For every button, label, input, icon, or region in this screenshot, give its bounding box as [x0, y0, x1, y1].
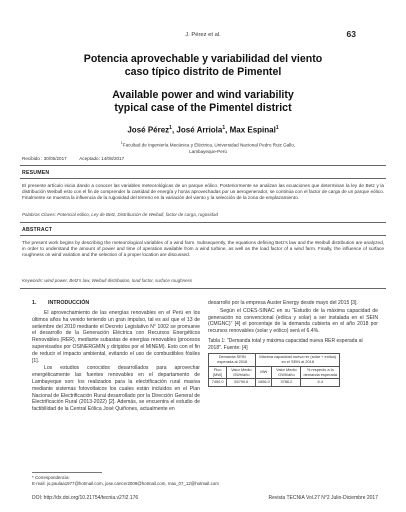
table-cell: 55790.6: [227, 379, 256, 387]
table-col-valor-medio-1: Valor Medio GWh/año: [227, 366, 256, 379]
author-sep-2: ,: [225, 125, 230, 135]
table-cell: 6.4: [301, 379, 340, 387]
author-list: [0, 125, 406, 135]
table-col-valor-medio-2: Valor Medio GWh/año: [272, 366, 301, 379]
intro-paragraph-3: desarrollo por la empresa Auster Energy desde mayo del 2015 [3].: [208, 300, 358, 306]
table-col-pico: Pico [MW]: [209, 366, 227, 379]
table-header-capacidad: Máxima capacidad nueva rer (solar + eólica) en el SEIN al 2018: [256, 354, 340, 367]
table-cell: 1656.0: [256, 379, 272, 387]
divider-abstract: [20, 235, 386, 236]
title-en-line-2: typical case of the Pimentel district: [114, 101, 292, 114]
author-1: José Pérez: [127, 125, 170, 135]
received-accepted-dates: Recibido : 30/05/2017 Aceptado: 14/08/2017: [22, 156, 125, 161]
resumen-keywords: Palabras Claves: Potencial eólico, Ley de Betz, Distribución de Weibull, factor de carga, rugosidad: [22, 212, 219, 217]
page-number: 63: [346, 29, 356, 39]
intro-heading: [32, 300, 200, 306]
title-es-line-2: caso típico distrito de Pimentel: [124, 65, 282, 78]
journal-issue: Revista TECNIA Vol.27 N°2 Julio-Diciembre 2017: [268, 495, 378, 501]
affiliation-line-2: Lambayeque-Perú: [189, 148, 227, 154]
running-author: J. Pérez et al.: [185, 32, 221, 38]
column-left: [32, 300, 200, 414]
author-3-affil: 1: [275, 125, 279, 131]
footnote-correspondence: [32, 475, 70, 481]
intro-paragraph-2: Los estudios conocidos desarrollados para aprovechar energéticamente las fuentes renovables en el departamento de Lambayeque son: los realizados para la electrificación rural masiva mediante sistemas fotovoltaicos los cuales están incluidos en el Plan Nacional de Electrificación Rural desarrollado por la Dirección General de Electrificación Rural (2013-2022) [2]. Además, se encuentra el estudio de factibilidad de la Central Eólica José Quiñones, actualmente en: [32, 365, 200, 413]
footnote-star: *: [32, 475, 34, 480]
intro-section-number: 1.: [32, 300, 37, 306]
title-spanish: [40, 53, 366, 78]
author-1-affil: 1: [169, 125, 172, 131]
abstract-heading: ABSTRACT: [22, 227, 53, 233]
intro-section-title: INTRODUCCIÓN: [48, 300, 90, 306]
author-2-affil: 1: [222, 125, 226, 131]
divider-resumen: [20, 178, 386, 179]
author-2: José Arriola: [176, 125, 223, 135]
title-es-line-1: Potencia aprovechable y variabilidad del viento: [83, 53, 323, 65]
divider-bottom-abstract: [20, 288, 386, 289]
affiliation: [110, 140, 306, 155]
table-cell: 7450.0: [209, 379, 227, 387]
abstract-body: The present work begins by describing the meteorological variables of a wind farm. Subsequently, the equations defining Betz's law and the Weibull distribution are analyzed, in order to understand the amount of power and time of operation available from a wind turbine, as well as the load factor of a wind farm. Finally, the influence of surface roughness on wind variation and the selection of a proper location are discussed.: [22, 240, 384, 258]
author-3: Max Espinal: [229, 125, 276, 135]
table-1: [208, 353, 340, 387]
affiliation-line-1: Facultad de Ingeniería Mecánica y Eléctrica, Universidad Nacional Pedro Ruiz Gallo,: [122, 142, 296, 148]
title-english: [40, 89, 366, 114]
resumen-heading: RESUMEN: [22, 170, 50, 176]
author-sep-1: ,: [171, 125, 177, 135]
intro-paragraph-4: Según el COES-SINAC en su "Estudio de la máxima capacidad de generación no convencional (eólica y solar) a ser instalada en el SEIN (CMGNC)" [4] el porcentaje de la demanda cubierta en el año 2018 por recursos renovables (solar y eólico) será el 6.4%.: [208, 307, 378, 335]
title-en-line-1: Available power and wind variability: [112, 89, 294, 101]
resumen-body: El presente artículo inicia dando a conocer las variables meteorológicas de un parque eólico. Posteriormente se analizan las ecuaciones que determinan la ley de Betz y la distribución Weibull esto con el fin de comprender la cantidad de energía y horas aprovechadas por un aerogenerador, se continúa con el factor de carga de un parque eólico. Finalmente se muestra la influencia de la rugosidad del terreno en la variación del viento y la selección de la zona de emplazamiento.: [22, 183, 384, 201]
table-col-mw: MW: [256, 366, 272, 379]
footnote-corresp-label: Correspondencia:: [34, 475, 70, 480]
column-right: [208, 300, 378, 387]
intro-paragraph-1: El aprovechamiento de las energías renovables en el Perú en los últimos años ha venido teniendo un gran impulso, tal es así que el 13 de setiembre del 2010 mediante el Decreto Legislativo N° 1002 se promueve el desarrollo de la Generación Eléctrica con Recursos Energéticos Renovables (RER), mediante subastas de energías renovables (procesos supervisados por OSINERGMIN y dirigidos por el MINEM). Esto con el fin de reducir el impacto ambiental, evitando el uso de combustibles fósiles [1].: [32, 310, 200, 364]
footnote-rule: [32, 472, 102, 473]
table-col-porcentaje: % respecto a la demanda esperada: [301, 366, 340, 379]
affiliation-marker: 1: [120, 141, 123, 145]
footnote-email: E-mail: jo.paulaa1977@hotmail.com, jose.cancer2008@hotmail.com, max_07_12@hotmail.com: [32, 481, 219, 486]
abstract-keywords: Keywords: wind power, Betz's law, Weibull distribution, load factor, surface roughness: [22, 278, 193, 283]
table-cell: 3786.2: [272, 379, 301, 387]
table-header-demanda: Demanda SEIN esperada al 2018: [209, 354, 256, 367]
doi-link[interactable]: DOI: http://dx.doi.org/10.21754/tecnia.v27i2.176: [32, 495, 139, 501]
divider-top-resumen: [20, 165, 386, 166]
divider-top-abstract: [20, 222, 386, 223]
table-1-caption: Tabla 1: "Demanda total y máxima capacidad nueva RER esperada al 2018". Fuente: [4]: [208, 337, 363, 351]
